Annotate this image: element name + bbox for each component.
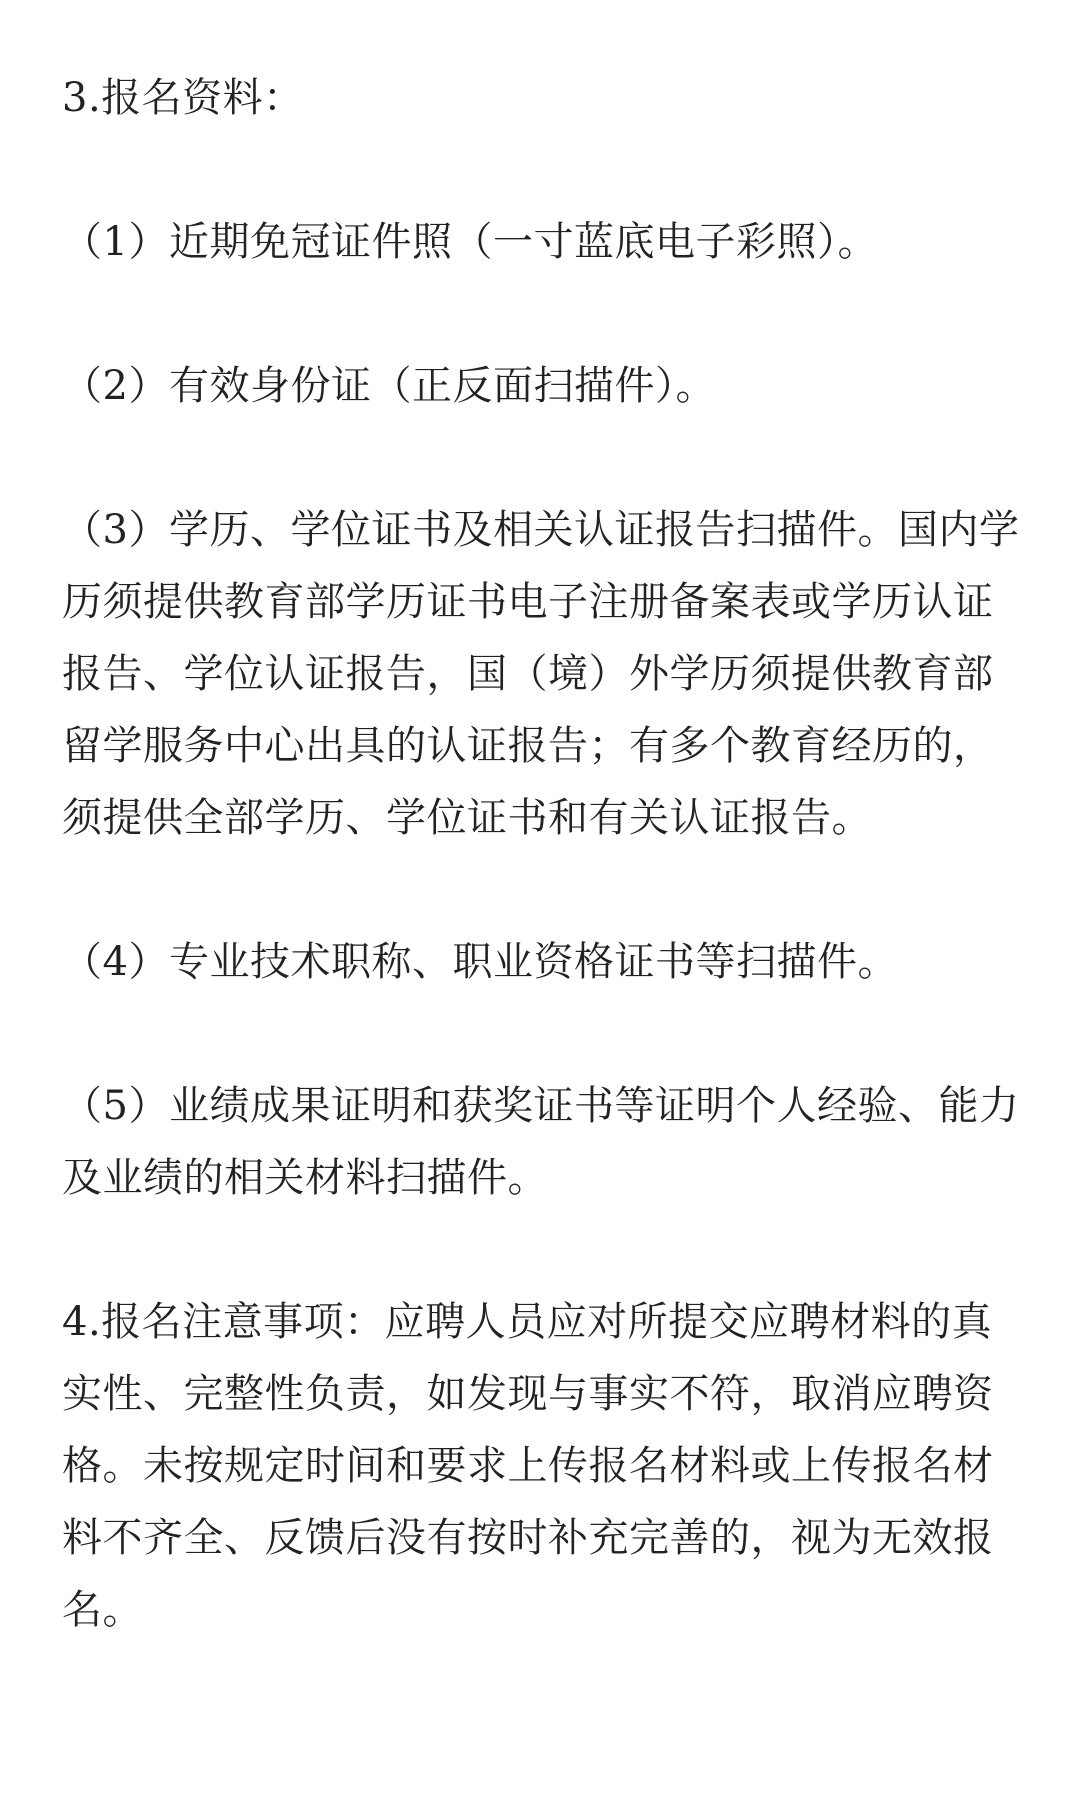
list-item-professional-titles: （4）专业技术职称、职业资格证书等扫描件。 — [62, 939, 898, 985]
list-item-id-card: （2）有效身份证（正反面扫描件）。 — [62, 363, 716, 409]
list-item-achievements: （5）业绩成果证明和获奖证书等证明个人经验、能力及业绩的相关材料扫描件。 — [62, 1083, 1020, 1201]
article-body — [62, 62, 1022, 1646]
list-item-photo: （1）近期免冠证件照（一寸蓝底电子彩照）。 — [62, 219, 878, 265]
section-notes: 4.报名注意事项：应聘人员应对所提交应聘材料的真实性、完整性负责，如发现与事实不符，取消应聘资格。未按规定时间和要求上传报名材料或上传报名材料不齐全、反馈后没有按时补充完善的，视为无效报名。 — [62, 1299, 994, 1633]
list-item-degree-certificates: （3）学历、学位证书及相关认证报告扫描件。国内学历须提供教育部学历证书电子注册备案表或学历认证报告、学位认证报告，国（境）外学历须提供教育部留学服务中心出具的认证报告；有多个教育经历的，须提供全部学历、学位证书和有关认证报告。 — [62, 507, 1020, 841]
section-heading-materials: 3.报名资料： — [62, 75, 304, 121]
